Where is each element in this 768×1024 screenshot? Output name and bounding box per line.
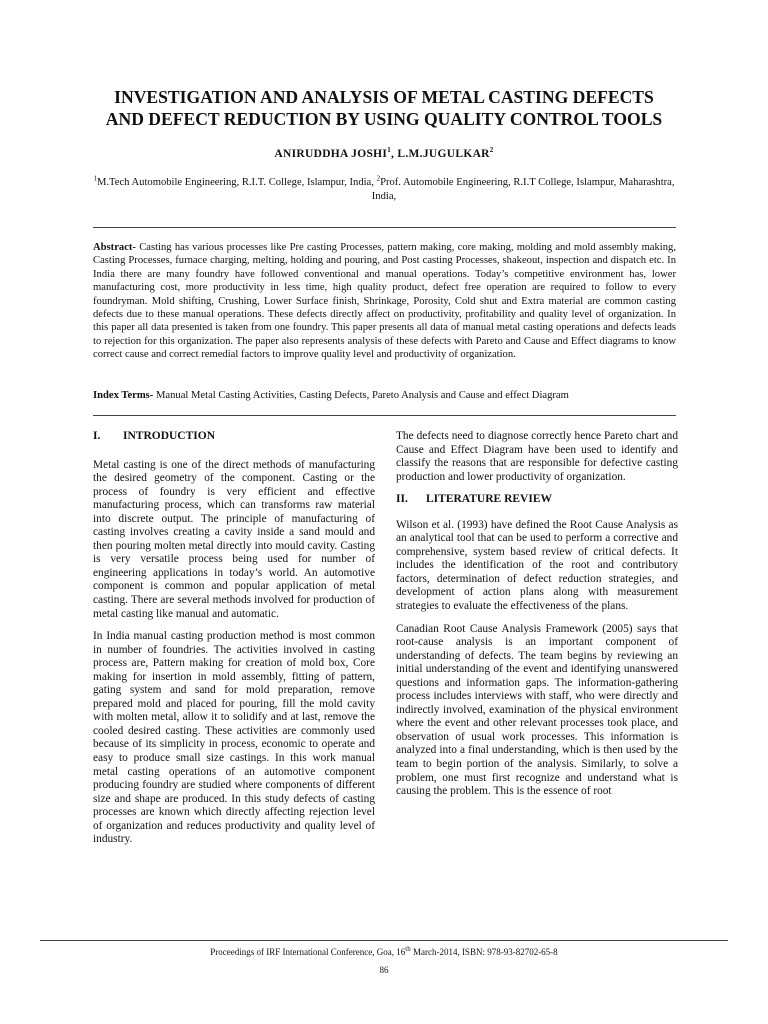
intro-paragraph-2: In India manual casting production method is most common in number of foundries. The activities involved in casting process are, Pattern making for creation of mold box, Core making for insertion in mold assembly, fitting of pattern, gating system and sand for mold preparation, remove prepared mold and placed for pouring, fill the mold cavity with molten metal, allow it to solidify and at last, remove the cooled desired casting. These activities are commonly used because of its simplicity in process, economic to operate and easy to produce small size castings. In this work manual metal casting operations of an automotive component producing foundry are studied where components of different size and shape are produced. In this study defects of casting processes are known which directly affecting rejection level of organization and reduces productivity and quality level of industry. [93,630,375,846]
author-list [40,148,728,160]
right-column [396,430,678,808]
lit-paragraph-2: Canadian Root Cause Analysis Framework (2005) says that root-cause analysis is an important component of understanding of defects. The team begins by reviewing an initial understanding of the event and identifying unanswered questions and information gaps. The information-gathering process includes interviews with staff, who were directly and indirectly involved, examination of the physical environment where the event and other relevant processes took place, and observation of usual work processes. This information is analyzed into a final understanding, which is then used by the team to begin portion of the analysis. Similarly, to solve a problem, one must first recognize and understand what is causing the problem. This is the essence of root [396,622,678,798]
author-separator: , [391,148,398,160]
section-number: II. [396,493,408,506]
page-number: 86 [379,965,389,975]
abstract [93,241,676,362]
affil-mark-2: 2 [376,174,381,183]
title-line-1: INVESTIGATION AND ANALYSIS OF METAL CASTING DEFECTS [114,87,654,107]
index-terms-label: Index Terms- [93,390,154,401]
abstract-bottom-rule [93,415,676,416]
index-terms [93,389,676,402]
footer-rule [40,940,728,941]
left-column [93,430,375,856]
author-2-affil-mark: 2 [489,146,494,155]
abstract-label: Abstract- [93,242,136,253]
index-terms-text: Manual Metal Casting Activities, Casting Defects, Pareto Analysis and Cause and effect Diagram [153,390,569,401]
abstract-top-rule [93,227,676,228]
intro-paragraph-3: The defects need to diagnose correctly hence Pareto chart and Cause and Effect Diagram have been used to identify and classify the reasons that are responsible for defective casting production and lower productivity of organization. [396,430,678,483]
footer-text-after: March-2014, ISBN: 978-93-82702-65-8 [410,947,558,957]
affiliations [80,176,688,204]
lit-paragraph-1: Wilson et al. (1993) have defined the Root Cause Analysis as an analytical tool that can be used to perform a corrective and comprehensive, system based review of critical defects. It includes the identification of the root and contributory factors, determination of defect reduction strategies, and development of action plans along with measurement strategies to evaluate the effectiveness of the plans. [396,518,678,613]
affil-mark-1: 1 [93,174,97,183]
intro-paragraph-1: Metal casting is one of the direct methods of manufacturing the desired geometry of the component. Casting or the process of foundry is very efficient and effective manufacturing process, which can transforms raw material into discrete output. The principle of manufacturing of casting involves creating a cavity inside a sand mould and then pouring molten metal directly into mould cavity. Casting is very versatile process being used for number of engineering applications in today’s world. An automotive component is common and popular application of metal casting. There are several methods involved for production of metal casting like manual and automatic. [93,458,375,620]
abstract-text: Casting has various processes like Pre casting Processes, pattern making, core making, molding and mold assembly making, Casting Processes, furnace charging, melting, holding and pouring, and Post casting Processes, shakeout, inspection and dispatch etc. In India there are many foundry have followed conventional and manual operations. Today’s competitive environment has, lower manufacturing cost, more productivity in less time, high quality product, defect free operation are required to follow to every foundryman. Mold shifting, Crushing, Lower Surface finish, Shrinkage, Porosity, Cold shut and Extra material are common casting defects due to these manual operations. These defects directly affect on productivity, profitability and quality level of organization. In this paper all data presented is taken from one foundry. This paper presents all data of manual metal casting operations and defects leads to rejection for this organization. The paper also represents analysis of these defects with Pareto and Cause and Effect diagrams to know correct cause and correct remedial factors to improve quality level and productivity of organization. [93,242,676,361]
author-1-affil-mark: 1 [387,146,392,155]
author-1: ANIRUDDHA JOSHI [274,148,388,160]
footer-ordinal: th [405,945,411,953]
affil-1-text: M.Tech Automobile Engineering, R.I.T. College, Islampur, India, [96,177,377,188]
section-heading-introduction [93,430,375,444]
section-title: INTRODUCTION [123,430,216,442]
section-title: LITERATURE REVIEW [426,493,552,506]
affil-2-text: Prof. Automobile Engineering, R.I.T College, Islampur, Maharashtra, India, [371,177,675,202]
section-heading-literature-review [396,493,678,507]
page-footer [40,947,728,957]
footer-text-before: Proceedings of IRF International Conference, Goa, 16 [210,947,406,957]
title-line-2: AND DEFECT REDUCTION BY USING QUALITY CONTROL TOOLS [105,109,663,129]
section-number: I. [93,430,101,442]
author-2: L.M.JUGULKAR [397,148,490,160]
paper-title [40,86,728,130]
